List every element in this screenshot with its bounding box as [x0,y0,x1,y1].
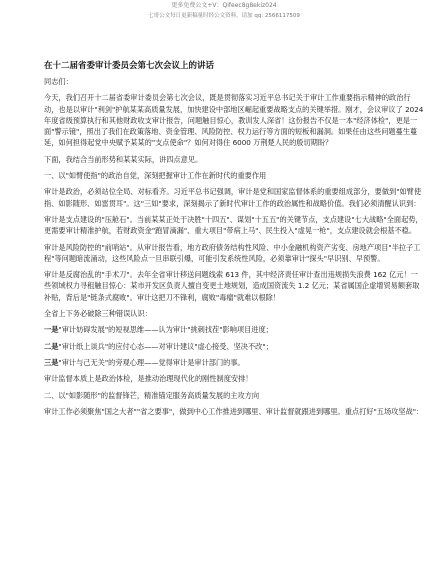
error-item-1 [44,324,424,335]
paragraph-outline: 下面，我结合当前形势和某某实际，讲四点意见。 [44,154,203,164]
error-item-3-label: 三是 [44,357,59,367]
error-item-1-text: "审计妨碍发展"的短视思维——认为审计"挑刺找茬"影响项目进度； [58,325,273,335]
page-header-line-1: 更多免费公文+V：Qifeec8g8ekiz024 [171,2,277,9]
paragraph-political-checkup: 审计监督本质上是政治体检，是推动治理现代化的刚性制度安排！ [44,374,253,384]
section-heading-1: 一、以"如臂使指"的政治自觉，深刻把握审计工作在新时代的重要作用 [44,171,267,181]
error-item-2-label: 二是 [44,341,59,351]
error-item-3-text: "审计与己无关"的旁观心理——觉得审计是审计部门的事。 [58,357,245,367]
paragraph-audit-is-politics: 审计是政治，必须站位全局、对标看齐。习近平总书记强调，审计是党和国家监督体系的重要组成部分，要做到"如臂使指、如影随形、如雷贯耳"。这"三如"要求，深刻揭示了新时代审计工作的政治属性和战略价值。我们必须清醒认识到： [44,187,422,208]
paragraph-risk-outpost: 审计是风险防控的"前哨站"。从审计报告看，地方政府债务结构性风险、中小金融机构资产劣变、房地产项目"半拉子工程"等问题暗流涌动，这些风险点一旦串联引爆，可能引发系统性风险，必须靠审计"探头"早识别、早预警。 [44,242,421,263]
greeting: 同志们： [44,77,73,86]
paragraph-ballast: 审计是支点建设的"压舱石"。当前某某正处于决胜"十四五"、谋划"十五五"的关键节点，支点建设"七大战略"全面起势，更需要审计精准护航，若财政资金"跑冒滴漏"、重大项目"带病上马"、民生投入"虚晃一枪"，支点建设就会根基不稳。 [44,214,423,236]
error-item-1-label: 一是 [44,325,59,335]
paragraph-three-errors: 全省上下务必破除三种错误认识： [44,309,152,319]
section-heading-2: 二、以"如影随形"的监督锋芒，精准锚定服务高质量发展的主攻方向 [44,390,260,400]
error-item-2-text: "审计纸上谈兵"的应付心态——对审计建议"虚心接受、坚决不改"； [58,341,273,351]
paragraph-opening: 今天，我们召开十二届省委审计委员会第七次会议，既是贯彻落实习近平总书记关于审计工作重要指示精神的政治行动，也是以审计"利剑"护航某某高质量发展，加快建设中部地区崛起重要战略支点的关键举措。刚才，会议审议了 2024 年度省级预算执行和其他财政收支审计报告，问题触目惊心，教训发人深省！这份报告不仅是一本"经济体检"，更是一面"警示镜"，照出了我们在政策落地、资金管理、风险防控、权力运行等方面的短板和漏洞。如果任由这些问题蔓生蔓延，如何担得起党中央赋予某某的"支点使命"？如何对得住 6000 万荆楚人民的殷切期盼？ [44,93,424,148]
document-title: 在十二届省委审计委员会第七次会议上的讲话 [44,61,215,71]
page-header-line-2: 七哥公文每日更新稿量时经公文资料，请加 qq: 2566117509 [148,13,300,19]
document-body [44,60,424,422]
paragraph-focus: 审计工作必须聚焦"国之大者""省之要事"，做到中心工作推进到哪里、审计监督就跟进到哪里。重点打好"五场攻坚战"： [44,406,424,416]
paragraph-scalpel: 审计是反腐治乱的"手术刀"。去年全省审计移送问题线索 613 件，其中经济责任审计查出违规损失浪费 162 亿元！一些领域权力寻租触目惊心：某市开发区负责人擅自变更土地规划，造成国资流失 1.2 亿元；某省属国企虚增贸易额套取补贴，背后是"链条式腐败"。审计这把刀不锋利，腐败"毒瘤"就难以根除！ [44,270,420,302]
error-item-2 [44,341,424,352]
error-item-3 [44,357,424,368]
